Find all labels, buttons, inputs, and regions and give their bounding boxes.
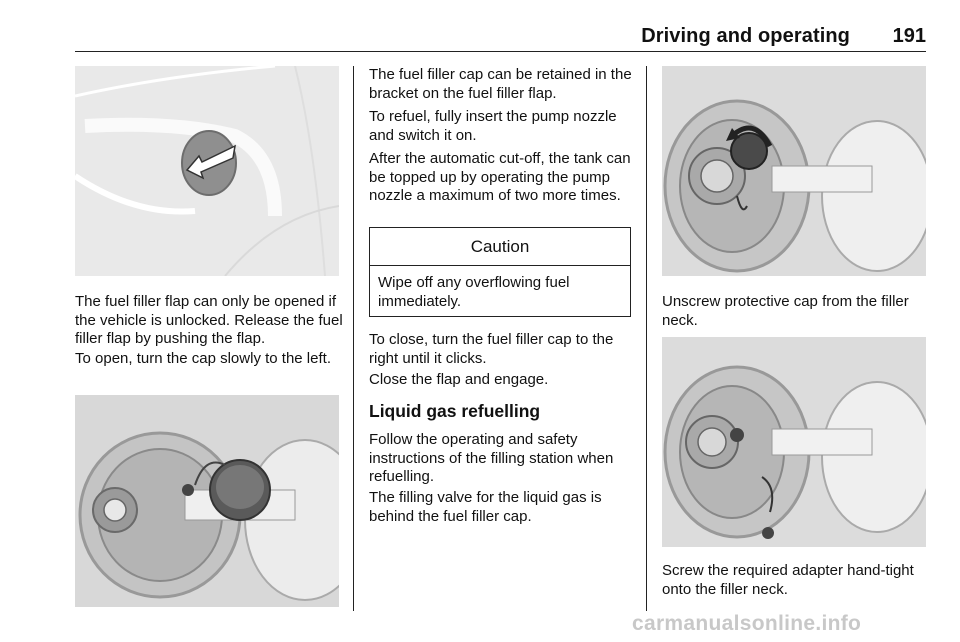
paragraph-close-cap: To close, turn the fuel filler cap to the right until it clicks. bbox=[369, 331, 614, 367]
section-heading-liquid-gas: Liquid gas refuelling bbox=[369, 401, 541, 421]
paragraph-refuel-nozzle: To refuel, fully insert the pump nozzle and switch it on. bbox=[369, 108, 617, 144]
figure-fuel-filler-flap bbox=[75, 66, 339, 276]
caution-title: Caution bbox=[370, 228, 630, 266]
paragraph-flap-release: The fuel filler flap can only be opened if the vehicle is unlocked. Release the fuel filler flap by pushing the flap. bbox=[75, 293, 343, 347]
figure-unscrew-cap bbox=[662, 66, 926, 276]
paragraph-safety-instructions: Follow the operating and safety instructions of the filling station when refuelling. bbox=[369, 431, 614, 485]
column-divider-2 bbox=[646, 66, 647, 611]
paragraph-unscrew-cap: Unscrew protective cap from the filler neck. bbox=[662, 293, 909, 329]
paragraph-auto-cutoff: After the automatic cut-off, the tank can be topped up by operating the pump nozzle a maximum of two more times. bbox=[369, 150, 631, 204]
paragraph-cap-bracket: The fuel filler cap can be retained in the bracket on the fuel filler flap. bbox=[369, 66, 632, 102]
caution-box bbox=[369, 227, 631, 317]
paragraph-open-cap: To open, turn the cap slowly to the left. bbox=[75, 350, 331, 367]
paragraph-filling-valve: The filling valve for the liquid gas is behind the fuel filler cap. bbox=[369, 489, 602, 525]
header-rule bbox=[75, 51, 926, 52]
figure-screw-adapter bbox=[662, 337, 926, 547]
watermark: carmanualsonline.info bbox=[632, 612, 862, 635]
caution-text: Wipe off any overflowing fuel immediately. bbox=[378, 274, 570, 310]
paragraph-screw-adapter: Screw the required adapter hand-tight onto the filler neck. bbox=[662, 562, 914, 598]
running-header-title: Driving and operating bbox=[641, 25, 850, 47]
column-divider-1 bbox=[353, 66, 354, 611]
page-number: 191 bbox=[892, 25, 926, 47]
paragraph-close-flap: Close the flap and engage. bbox=[369, 371, 549, 388]
figure-open-fuel-filler bbox=[75, 395, 339, 607]
